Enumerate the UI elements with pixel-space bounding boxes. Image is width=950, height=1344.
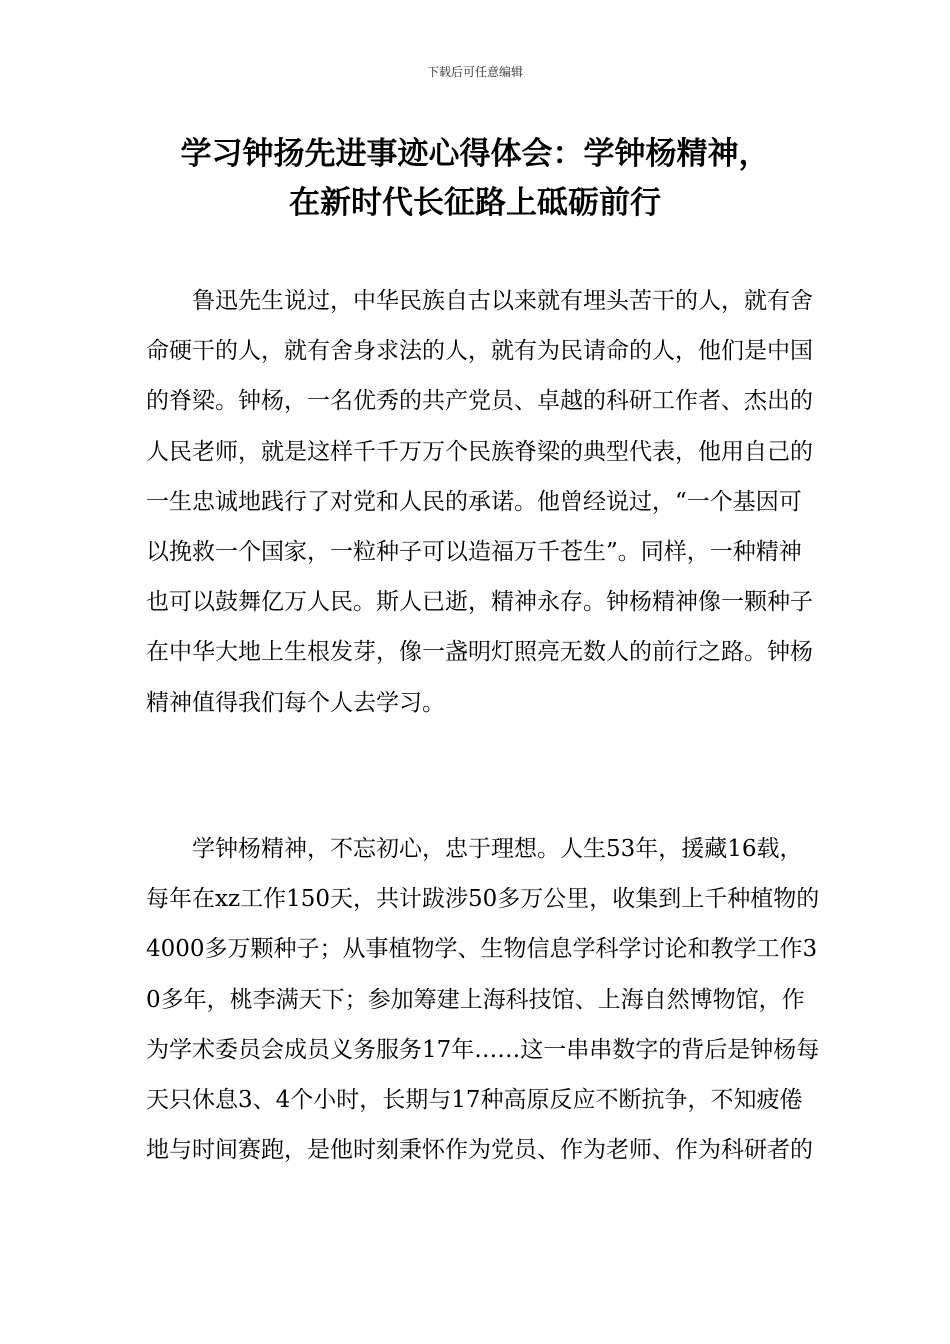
document-title xyxy=(0,130,950,228)
title-line-2: 在新时代长征路上砥砺前行 xyxy=(289,185,661,221)
header-note: 下载后可任意编辑 xyxy=(426,65,523,79)
paragraph-1: 鲁迅先生说过，中华民族自古以来就有埋头苦干的人，就有舍命硬干的人，就有舍身求法的人，就有为民请命的人，他们是中国的脊梁。钟杨，一名优秀的共产党员、卓越的科研工作者、杰出的人民老师，就是这样千千万万个民族脊梁的典型代表，他用自己的一生忠诚地践行了对党和人民的承诺。他曾经说过，“一个基因可以挽救一个国家，一粒种子可以造福万千苍生”。同样，一种精神也可以鼓舞亿万人民。斯人已逝，精神永存。钟杨精神像一颗种子在中华大地上生根发芽，像一盏明灯照亮无数人的前行之路。钟杨精神值得我们每个人去学习。 xyxy=(146,288,813,716)
paragraph-2: 学钟杨精神，不忘初心，忠于理想。人生53年，援藏16载，每年在xz工作150天，共计跋涉50多万公里，收集到上千种植物的4000多万颗种子；从事植物学、生物信息学科学讨论和教学工作30多年，桃李满天下；参加筹建上海科技馆、上海自然博物馆，作为学术委员会成员义务服务17年……这一串串数字的背后是钟杨每天只休息3、4个小时，长期与17种高原反应不断抗争，不知疲倦地与时间赛跑，是他时刻秉怀作为党员、作为老师、作为科研者的 xyxy=(146,836,820,1164)
title-line-1: 学习钟扬先进事迹心得体会：学钟杨精神， xyxy=(180,136,770,172)
